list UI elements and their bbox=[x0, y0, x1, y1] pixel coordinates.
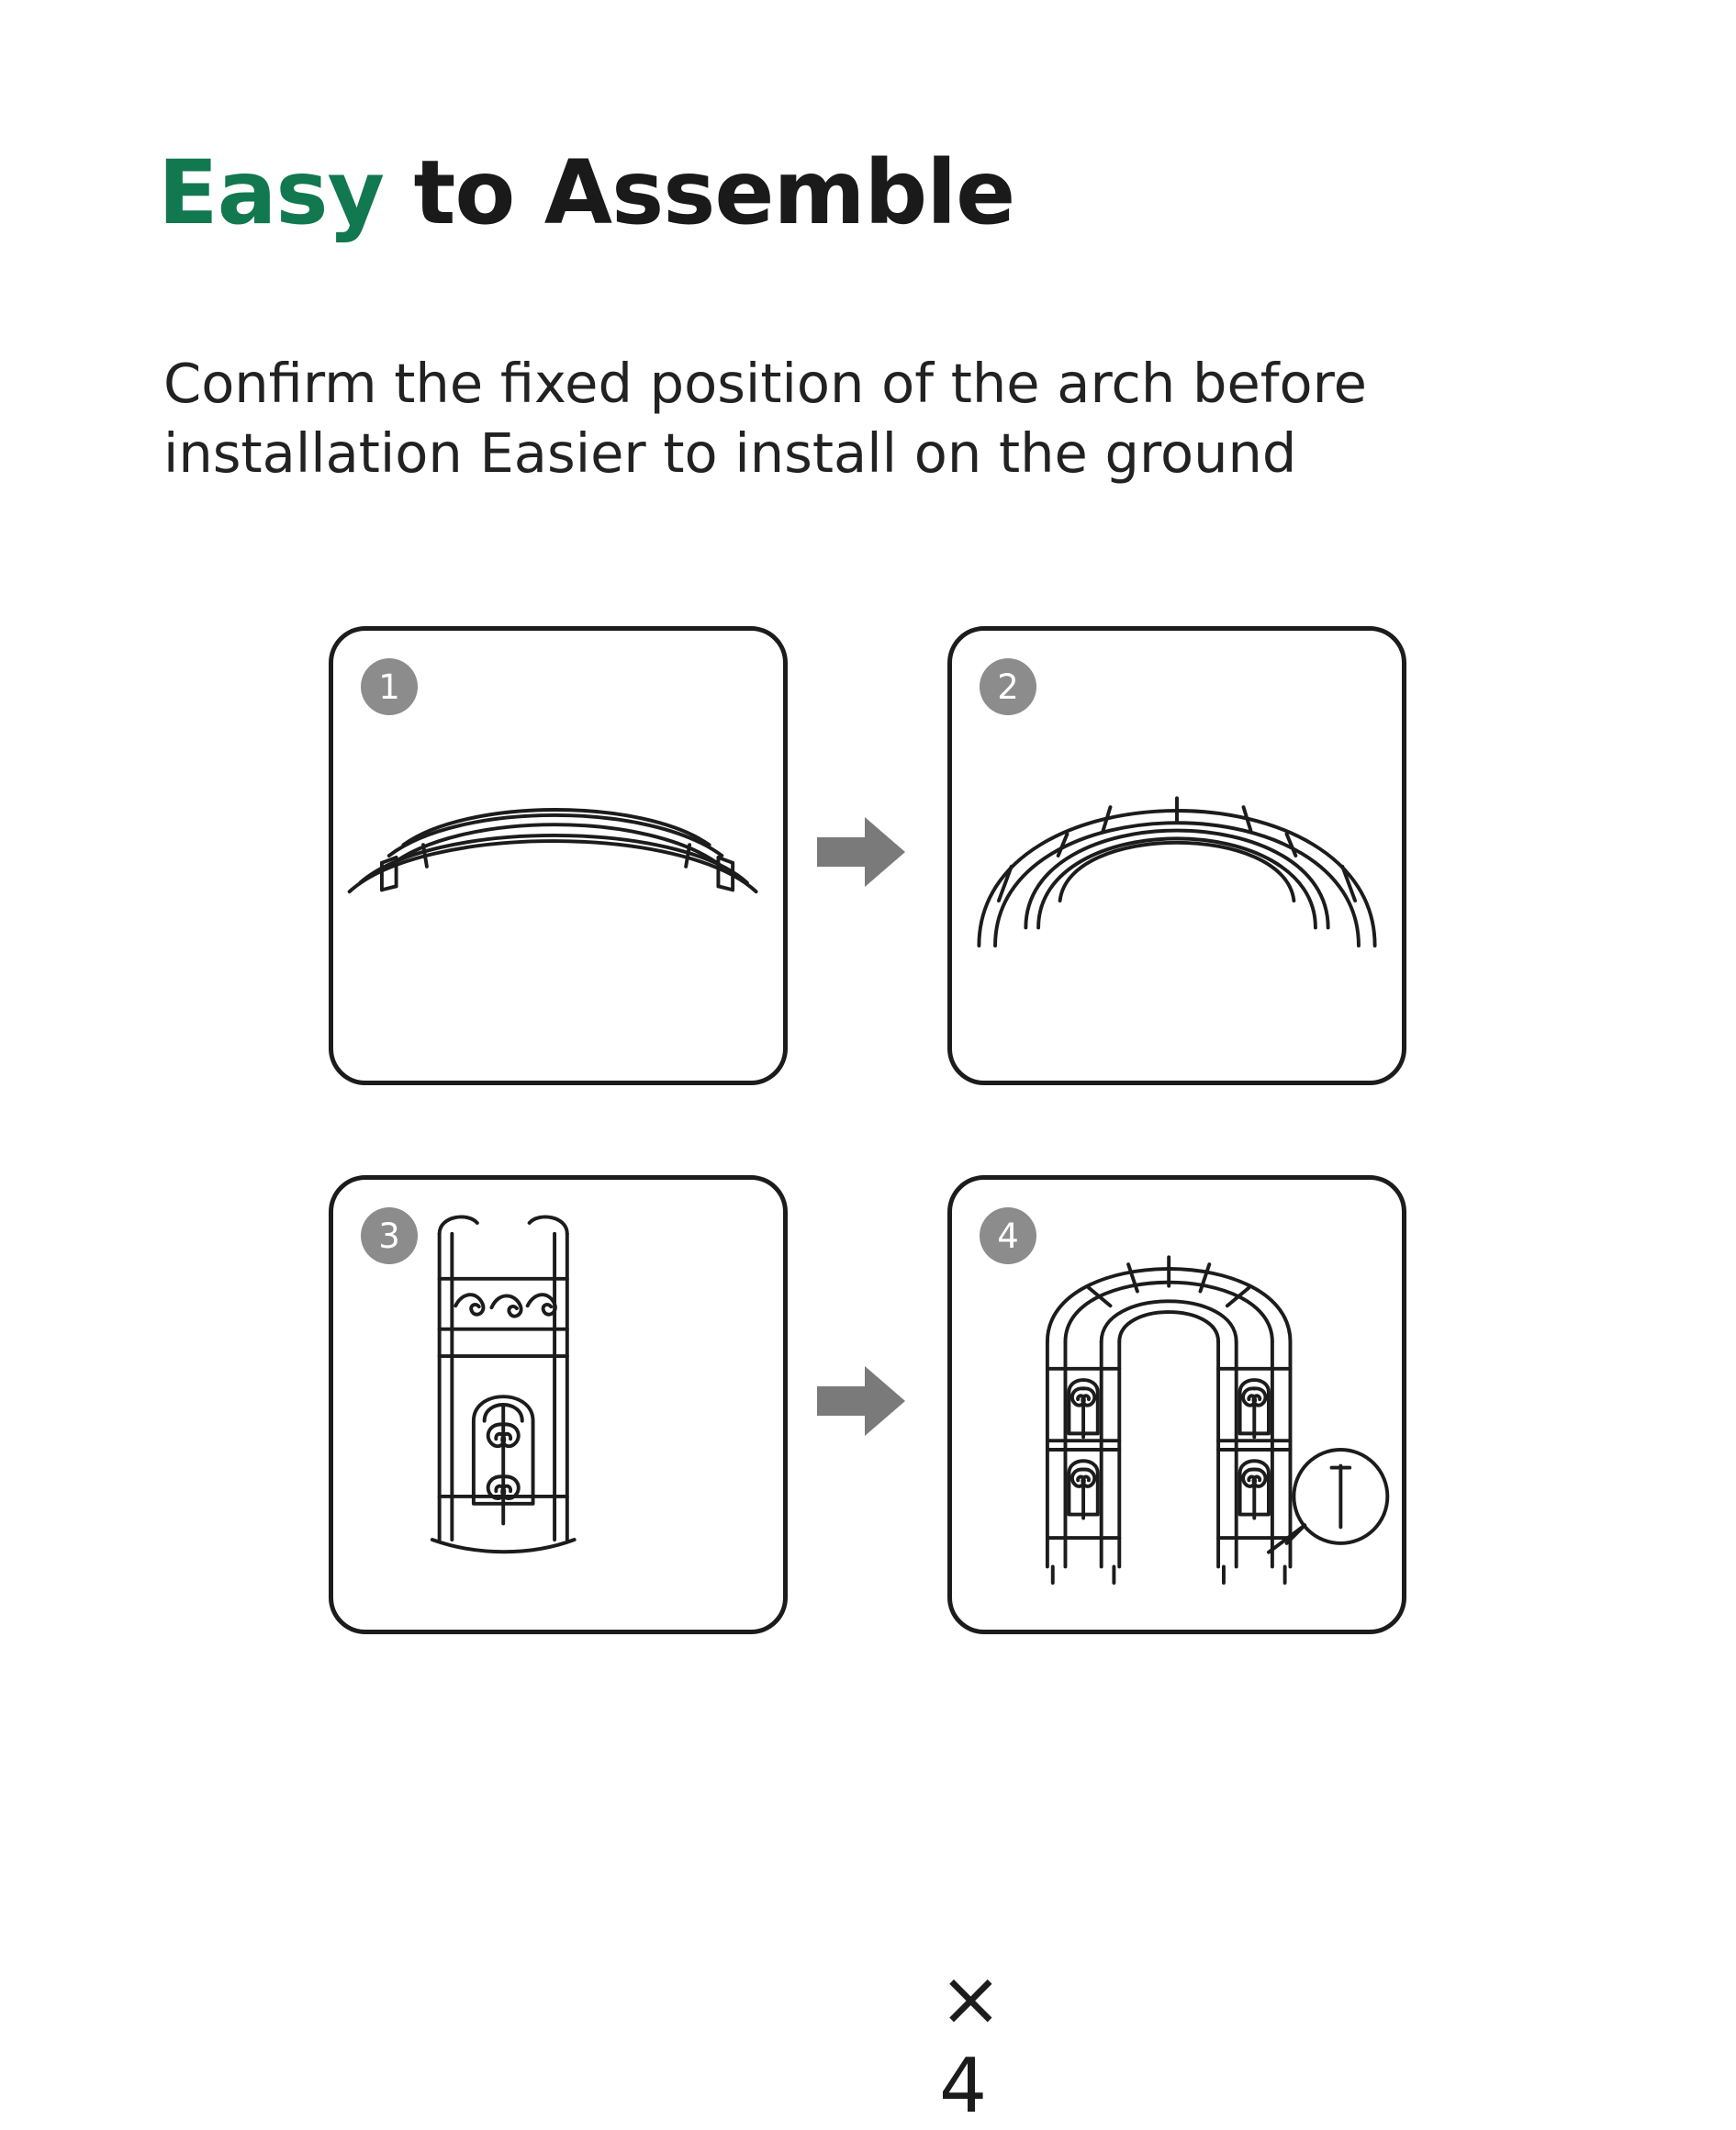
steps-grid bbox=[0, 606, 1736, 2130]
page-title-rest: to Assemble bbox=[413, 141, 1015, 244]
step-card-3 bbox=[329, 1175, 1008, 2130]
page-title-accent: Easy bbox=[158, 141, 414, 244]
step-number-badge-1: 1 bbox=[361, 658, 418, 715]
arrow-step-3-to-4 bbox=[817, 1366, 905, 1436]
arrow-step-1-to-2 bbox=[817, 817, 905, 887]
step-card-1 bbox=[329, 626, 788, 1085]
step-number-badge-4: 4 bbox=[980, 1207, 1036, 1264]
page-subtitle: Confirm the fixed position of the arch before installation Easier to install on the ground bbox=[163, 352, 1367, 485]
arch-top-flat-assembly-icon bbox=[333, 631, 783, 1081]
step-3-quantity-label: × 4 bbox=[939, 1956, 1008, 2130]
page-title bbox=[158, 141, 1015, 244]
side-panel-scrollwork-icon bbox=[333, 1180, 783, 1630]
step-number-badge-2: 2 bbox=[980, 658, 1036, 715]
step-card-4 bbox=[947, 1175, 1406, 1634]
full-arch-assembled-icon bbox=[952, 1180, 1402, 1630]
step-number-badge-3: 3 bbox=[361, 1207, 418, 1264]
step-card-2 bbox=[947, 626, 1406, 1085]
arch-top-curved-assembly-icon bbox=[952, 631, 1402, 1081]
